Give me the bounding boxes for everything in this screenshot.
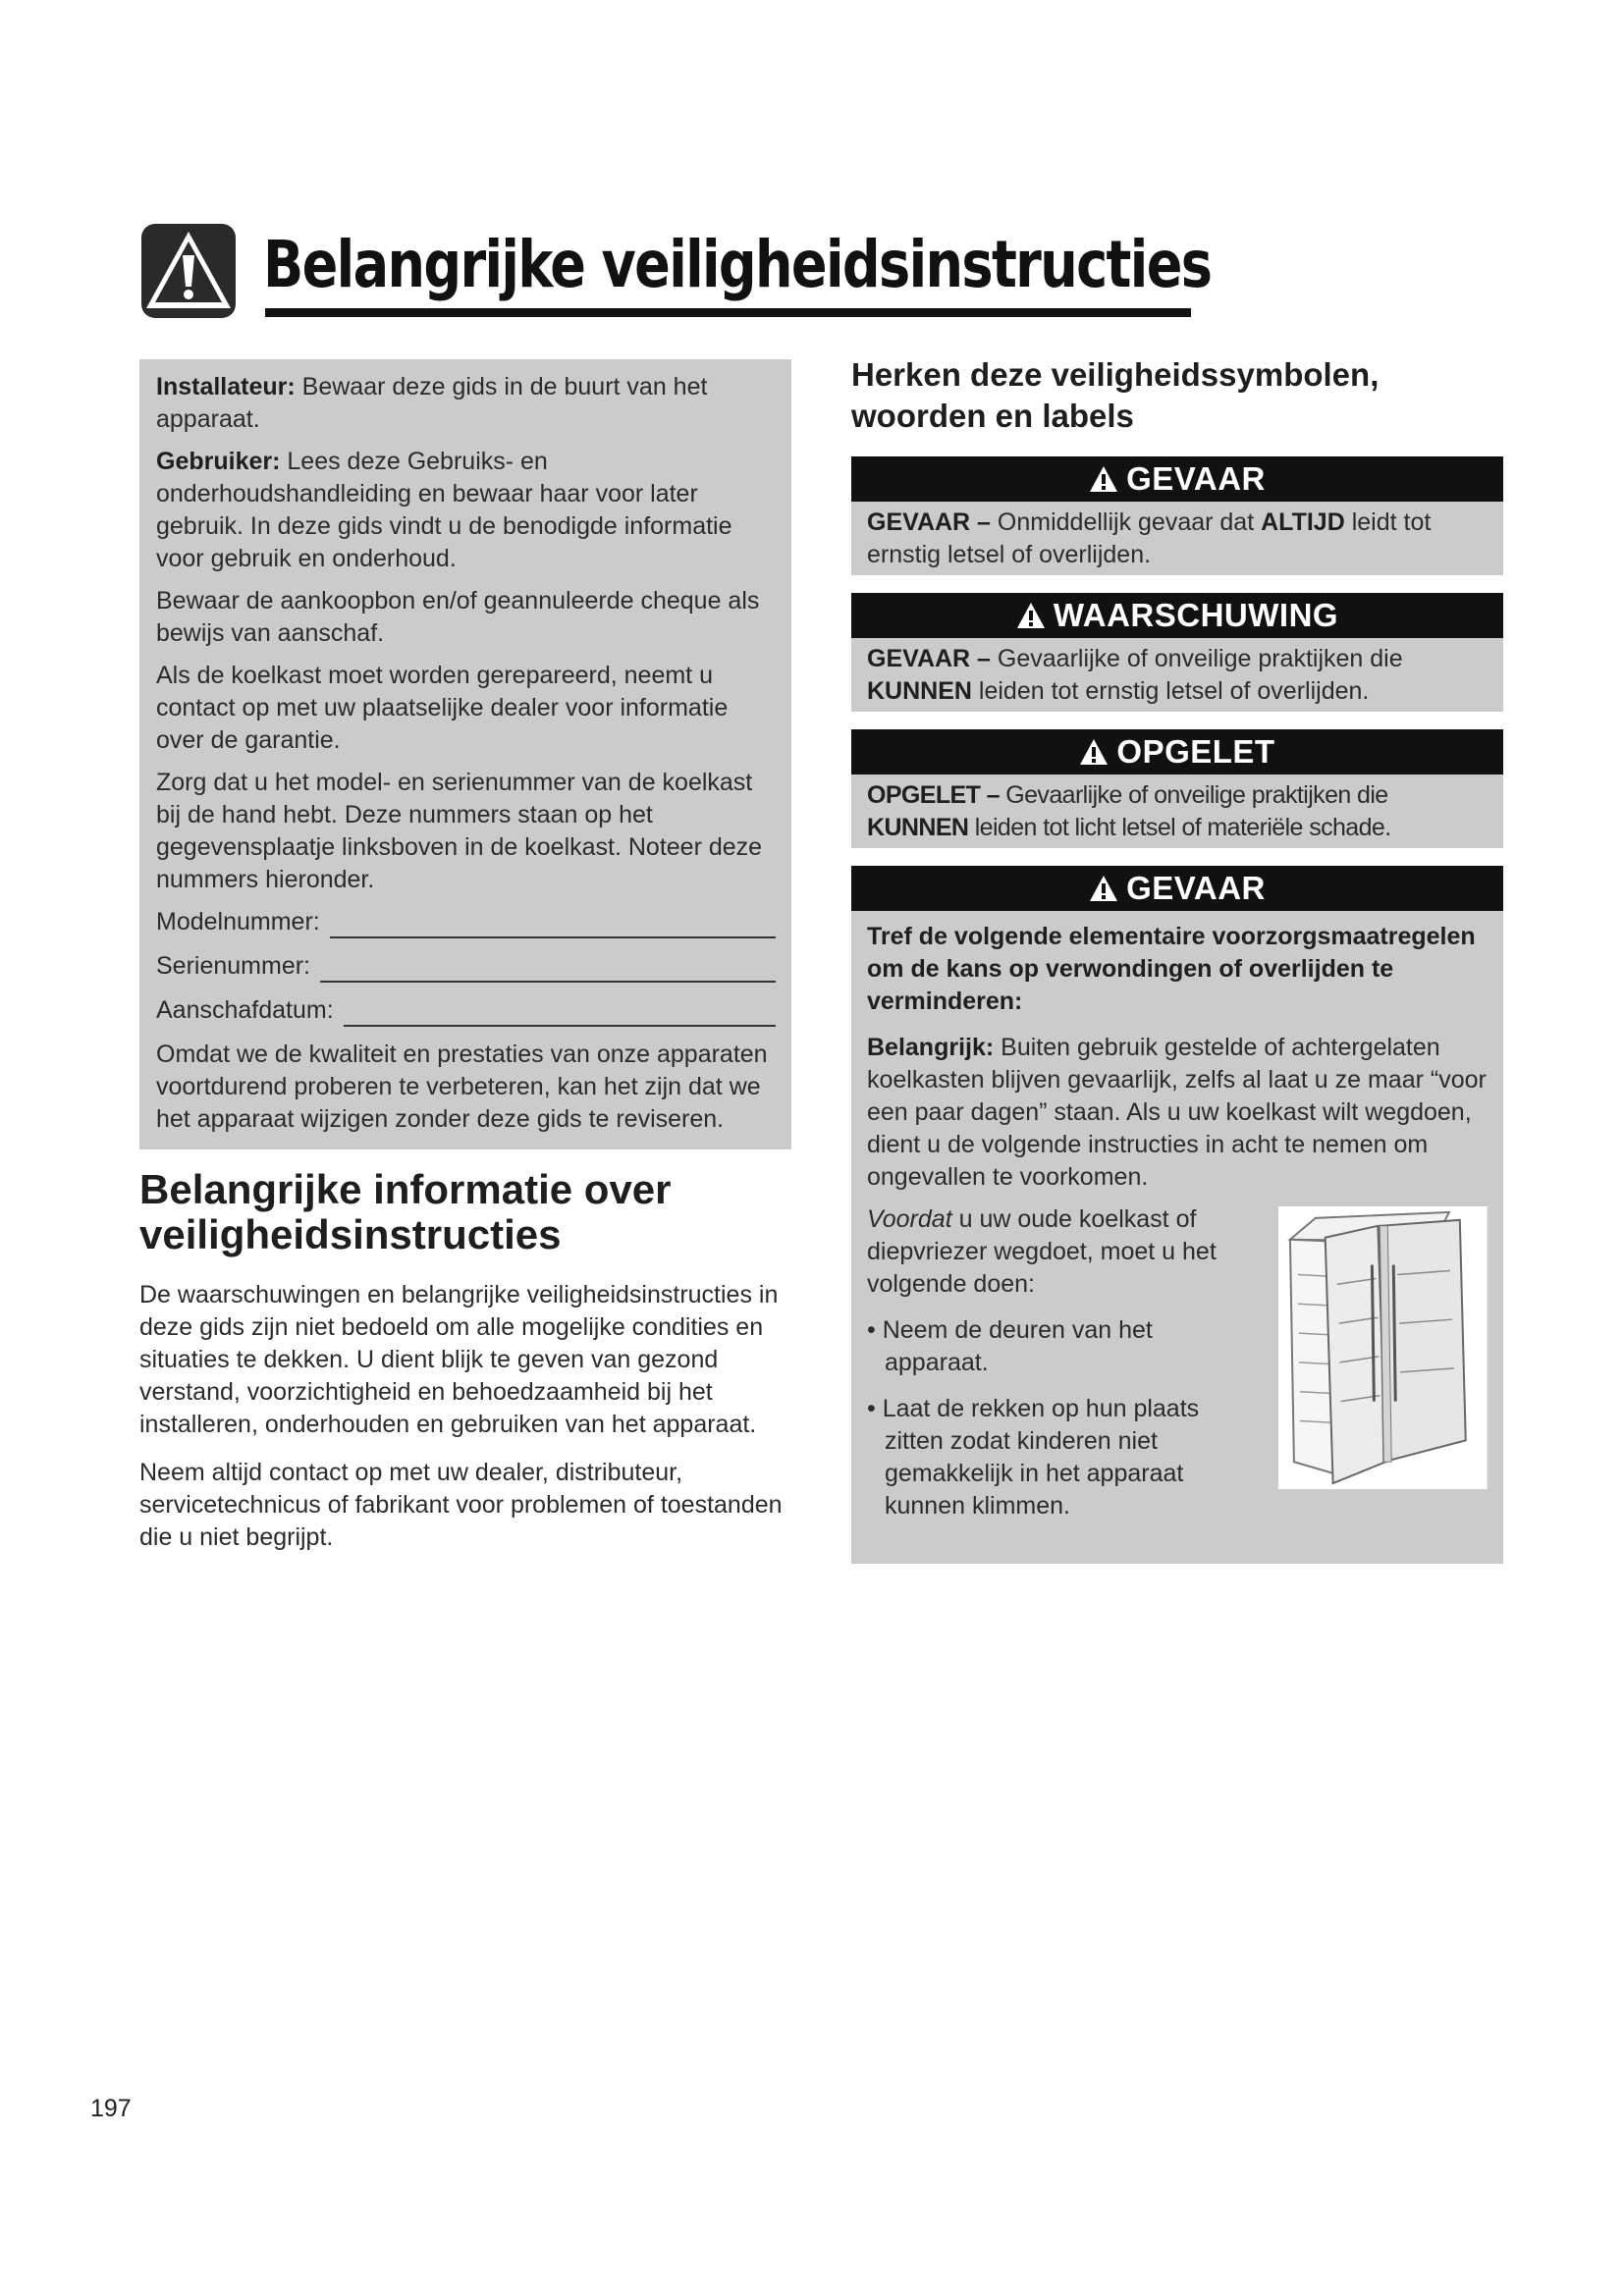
model-number-label: Modelnummer: [156,908,320,935]
owner-info-box [139,359,791,1149]
refrigerator-danger-bar [851,866,1503,911]
alert-triangle-icon [1089,465,1118,493]
serial-number-field [156,950,776,983]
danger-bar [851,456,1503,502]
before-text: u uw oude koelkast of diepvriezer wegdoet, moet u het volgende doen: [867,1205,1217,1298]
closing-paragraph: Omdat we de kwaliteit en prestaties van onze apparaten voortdurend proberen te verbeteren, kan het zijn dat we het apparaat wijzigen zonder deze gids te reviseren. [156,1041,768,1133]
alert-triangle-icon [1016,602,1046,629]
numbers-paragraph: Zorg dat u het model- en serienummer van de koelkast bij de hand hebt. Deze nummers staan op het gegevensplaatje linksboven in de koelkast. Noteer deze nummers hieronder. [156,769,763,893]
refrigerator-danger-notice [851,866,1503,1564]
safety-info-heading: Belangrijke informatie over veiligheidsinstructies [139,1166,672,1257]
safety-info-paragraph-2: Neem altijd contact op met uw dealer, distributeur, servicetechnicus of fabrikant voor problemen of toestanden die u niet begrijpt. [139,1459,783,1551]
warning-emphasis: KUNNEN [867,677,972,705]
installer-label: Installateur: [156,373,296,400]
warning-description [851,638,1503,712]
serial-number-line [320,957,776,983]
refrigerator-danger-body [851,911,1503,1564]
alert-triangle-icon [1079,738,1109,766]
repair-paragraph: Als de koelkast moet worden gerepareerd, neemt u contact op met uw plaatselijke dealer voor informatie over de garantie. [156,662,729,754]
warning-bar [851,593,1503,638]
disposal-text [867,1203,1257,1536]
page-number: 197 [90,2095,132,2122]
left-column [139,359,791,1570]
installer-text: Bewaar deze gids in de buurt van het apparaat. [156,373,708,433]
important-label: Belangrijk: [867,1034,995,1061]
warning-bar-label: WAARSCHUWING [1053,597,1339,633]
purchase-date-label: Aanschafdatum: [156,996,334,1024]
important-text: Buiten gebruik gestelde of achtergelaten koelkasten blijven gevaarlijk, zelfs al laat u ze maar “voor een paar dagen” staan. Als u uw koelkast wilt wegdoen, dient u de volgende instructies in acht te nemen om ongevallen te voorkomen. [867,1034,1487,1191]
warning-label: GEVAAR – [867,645,991,672]
safety-info-paragraph-1: De waarschuwingen en belangrijke veiligheidsinstructies in deze gids zijn niet bedoeld om alle mogelijke condities en situaties te dekken. U dient blijk te geven van gezond verstand, voorzichtigheid en behoedzaamheid bij het installeren, onderhouden en gebruiken van het apparaat. [139,1281,779,1438]
danger-text-a: Onmiddellijk gevaar dat [997,508,1255,536]
caution-text-b: leiden tot licht letsel of materiële schade. [974,814,1391,841]
danger-signal [851,456,1503,575]
caution-label: OPGELET – [867,781,1000,809]
serial-number-label: Serienummer: [156,952,310,980]
danger-text-b: leidt tot ernstig letsel of overlijden. [867,508,1432,568]
purchase-date-field [156,994,776,1027]
model-number-line [330,913,776,938]
installer-paragraph [156,371,776,436]
purchase-date-line [344,1001,776,1027]
warning-signal [851,593,1503,712]
caution-description [851,774,1503,848]
bullet-remove-doors: • Neem de deuren van het apparaat. [867,1316,1153,1376]
refrigerator-danger-bar-label: GEVAAR [1126,870,1266,906]
before-paragraph [867,1203,1257,1301]
important-paragraph [867,1032,1488,1194]
page-title: Belangrijke veiligheidsinstructies [263,227,1212,302]
receipt-paragraph: Bewaar de aankoopbon en/of geannuleerde cheque als bewijs van aanschaf. [156,587,760,647]
warning-icon [139,222,238,320]
danger-label: GEVAAR – [867,508,991,536]
user-label: Gebruiker: [156,448,281,475]
caution-bar-label: OPGELET [1116,733,1275,770]
refrigerator-illustration [1278,1205,1488,1490]
warning-text-a: Gevaarlijke of onveilige praktijken die [997,645,1403,672]
disposal-section [867,1203,1488,1536]
right-column [851,356,1503,1581]
title-underline [265,308,1191,317]
title-block [139,222,1212,318]
user-paragraph [156,446,776,575]
warning-text-b: leiden tot ernstig letsel of overlijden. [978,677,1370,705]
caution-bar [851,729,1503,774]
danger-description [851,502,1503,575]
symbols-heading: Herken deze veiligheidssymbolen, woorden en labels [851,356,1380,434]
caution-signal [851,729,1503,848]
alert-triangle-icon [1089,875,1118,902]
caution-text-a: Gevaarlijke of onveilige praktijken die [1005,781,1388,809]
danger-emphasis: ALTIJD [1261,508,1345,536]
model-number-field [156,906,776,938]
before-italic: Voordat [867,1205,952,1233]
user-text: Lees deze Gebruiks- en onderhoudshandleiding en bewaar haar voor later gebruik. In deze gids vindt u de benodigde informatie voor gebruik en onderhoud. [156,448,732,572]
precautions-lead: Tref de volgende elementaire voorzorgsmaatregelen om de kans op verwondingen of overlijden te verminderen: [867,923,1476,1015]
caution-emphasis: KUNNEN [867,814,969,841]
danger-bar-label: GEVAAR [1126,460,1266,497]
bullet-leave-shelves: • Laat de rekken op hun plaats zitten zodat kinderen niet gemakkelijk in het apparaat kunnen klimmen. [867,1395,1200,1520]
